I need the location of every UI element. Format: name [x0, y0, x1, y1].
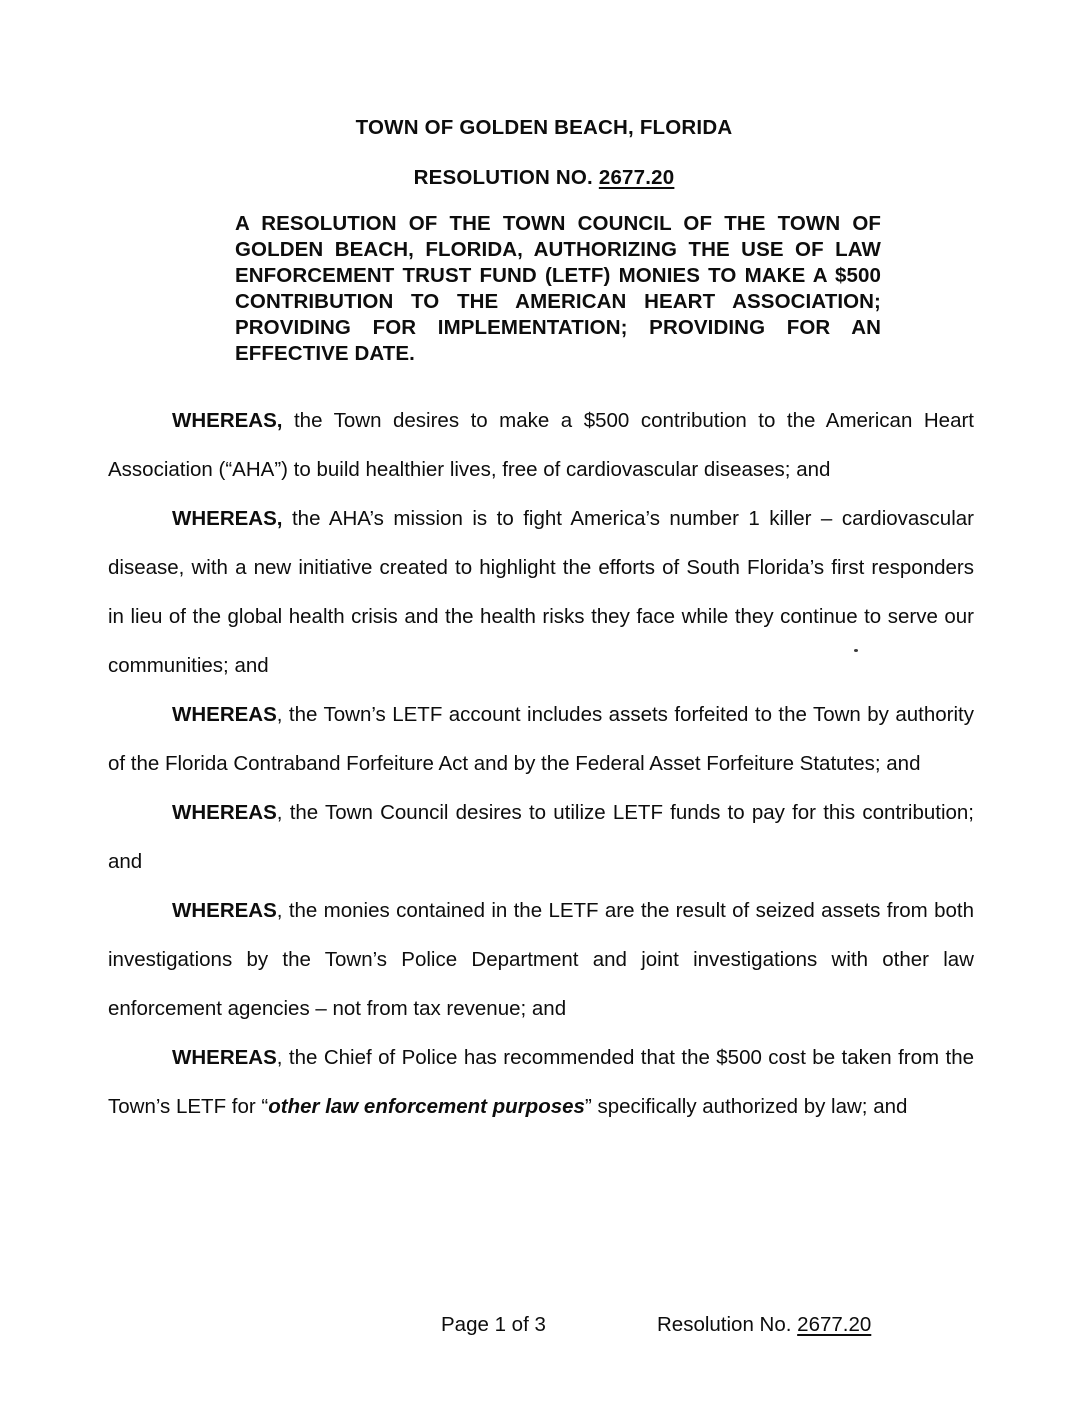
resolution-summary-paragraph: A RESOLUTION OF THE TOWN COUNCIL OF THE TOWN OF GOLDEN BEACH, FLORIDA, AUTHORIZING THE USE OF LAW ENFORCEMENT TRUST FUND (LETF) MONIES TO MAKE A $500 CONTRIBUTION TO THE AMERICAN HEART ASSOCIATION; PROVIDING FOR IMPLEMENTATION; PROVIDING FOR AN EFFECTIVE DATE. [235, 212, 881, 365]
clause-text: , the Chief of Police has recommended that the $500 cost be taken from the Town’s LETF for “ [108, 1046, 974, 1118]
document-title: TOWN OF GOLDEN BEACH, FLORIDA [355, 116, 733, 139]
resolution-number-value: 2677.20 [598, 166, 675, 189]
whereas-clause-6 [108, 1033, 974, 1131]
scan-artifact-dot [854, 649, 858, 652]
whereas-keyword: WHEREAS, [172, 507, 283, 530]
footer-resolution-label: Resolution No. [657, 1313, 798, 1336]
clause-emphasis-text: other law enforcement purposes [268, 1095, 585, 1118]
whereas-keyword: WHEREAS [172, 1046, 277, 1069]
footer-resolution-value: 2677.20 [797, 1313, 872, 1336]
resolution-body [108, 396, 974, 1131]
whereas-clause-5 [108, 886, 974, 1033]
clause-text: the Town desires to make a $500 contribution to the American Heart Association (“AHA”) to build healthier lives, free of cardiovascular diseases; and [108, 409, 974, 481]
clause-text: , the monies contained in the LETF are the result of seized assets from both investigations by the Town’s Police Department and joint investigations with other law enforcement agencies – not from tax revenue; and [108, 899, 974, 1020]
whereas-clause-3 [108, 690, 974, 788]
whereas-clause-4 [108, 788, 974, 886]
whereas-clause-1 [108, 396, 974, 494]
footer-page-number: Page 1 of 3 [441, 1313, 546, 1336]
clause-text: ” specifically authorized by law; and [584, 1095, 908, 1118]
footer-resolution-number [657, 1313, 871, 1337]
whereas-keyword: WHEREAS [172, 801, 277, 824]
whereas-keyword: WHEREAS [172, 703, 277, 726]
whereas-keyword: WHEREAS [172, 899, 277, 922]
resolution-number-heading [0, 166, 1088, 190]
whereas-clause-2 [108, 494, 974, 690]
clause-text: , the Town’s LETF account includes assets forfeited to the Town by authority of the Florida Contraband Forfeiture Act and by the Federal Asset Forfeiture Statutes; and [108, 703, 974, 775]
whereas-keyword: WHEREAS, [172, 409, 283, 432]
resolution-number-label: RESOLUTION NO. [413, 166, 599, 189]
clause-text: , the Town Council desires to utilize LETF funds to pay for this contribution; and [108, 801, 974, 873]
clause-text: the AHA’s mission is to fight America’s number 1 killer – cardiovascular disease, with a new initiative created to highlight the efforts of South Florida’s first responders in lieu of the global health crisis and the health risks they face while they continue to serve our communities; and [108, 507, 974, 677]
